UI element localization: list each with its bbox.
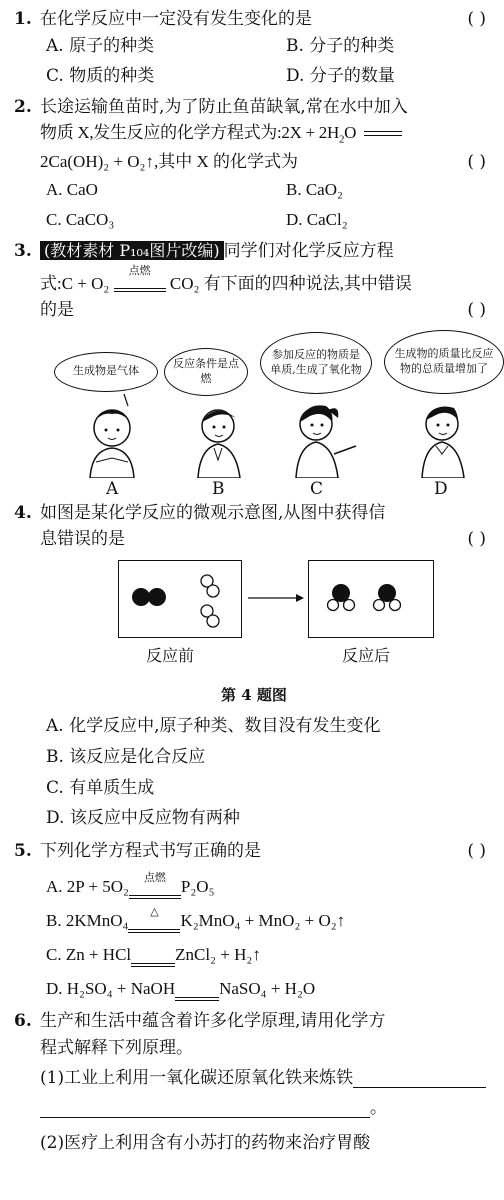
question-stem-line-3: 的是: [40, 300, 74, 321]
student-b-figure: [184, 396, 254, 478]
answer-paren[interactable]: ( ): [467, 300, 486, 321]
question-stem-line-2: 物质 X,发生反应的化学方程式为:2X + $2H_2O$: [40, 123, 357, 146]
question-2: [14, 94, 494, 235]
question-stem-line-2: 息错误的是: [40, 528, 125, 549]
question-1: [14, 6, 494, 92]
sub-question-1: (1)工业上利用一氧化碳还原氧化铁来炼铁: [40, 1067, 354, 1088]
student-illustration: [14, 328, 494, 499]
question-stem-line-1: 同学们对化学反应方程: [223, 241, 394, 262]
after-reaction-box: [308, 560, 434, 638]
answer-blank[interactable]: [353, 1065, 486, 1088]
answer-paren[interactable]: ( ): [467, 528, 486, 549]
option-b[interactable]: B: [212, 478, 225, 499]
reaction-condition-arrow: △: [128, 917, 180, 938]
question-number: 1.: [14, 9, 32, 29]
answer-paren[interactable]: ( ): [467, 9, 486, 29]
question-3: [14, 238, 494, 499]
option-b[interactable]: B. 该反应是化合反应: [46, 747, 206, 768]
speech-bubble-c: 参加反应的物质是单质,生成了氧化物: [260, 332, 372, 394]
option-b[interactable]: B. 2KMnO₄ △ K₂MnO₄ + MnO₂ + O₂↑: [46, 904, 494, 938]
option-d[interactable]: D: [434, 478, 448, 499]
question-number: 4.: [14, 502, 32, 523]
option-a[interactable]: A: [106, 478, 119, 499]
question-stem: 下列化学方程式书写正确的是: [40, 840, 261, 861]
option-b[interactable]: B. CaO₂: [286, 179, 343, 199]
option-a[interactable]: A. 2P + 5O₂ 点燃 P₂O₅: [46, 870, 494, 904]
option-d[interactable]: D. CaCl₂: [286, 209, 348, 229]
answer-blank[interactable]: [40, 1095, 370, 1118]
reaction-condition-arrow: 点燃: [129, 883, 181, 904]
question-6: [14, 1008, 494, 1156]
sentence-end: 。: [370, 1098, 387, 1119]
reaction-condition-arrow: 点燃: [114, 276, 166, 297]
option-a[interactable]: A. 原子的种类: [46, 36, 155, 57]
question-stem-line-1: 长途运输鱼苗时,为了防止鱼苗缺氧,常在水中加入: [40, 96, 408, 117]
student-c-figure: [276, 394, 360, 478]
question-number: 2.: [14, 96, 32, 117]
question-5: [14, 838, 494, 1006]
figure-caption: 第 4 题图: [221, 686, 287, 705]
after-reaction-label: 反应后: [342, 646, 391, 666]
question-4: [14, 500, 494, 834]
option-c[interactable]: C. 物质的种类: [46, 66, 155, 87]
option-c[interactable]: C. CaCO₃: [46, 209, 115, 229]
question-number: 6.: [14, 1011, 32, 1032]
speech-bubble-a: 生成物是气体: [54, 352, 158, 392]
equation-equals-sign: [131, 957, 175, 972]
question-stem: 在化学反应中一定没有发生变化的是: [40, 9, 312, 29]
question-stem-line-1: 生产和生活中蕴含着许多化学原理,请用化学方: [40, 1011, 386, 1032]
microscopic-diagram: [14, 556, 494, 682]
speech-bubble-b: 反应条件是点燃: [164, 348, 248, 396]
textbook-source-tag: (教材素材 P₁₀₄图片改编): [40, 241, 224, 260]
equation-equals-sign: [175, 991, 219, 1006]
sub-question-2: (2)医疗上利用含有小苏打的药物来治疗胃酸: [40, 1132, 371, 1153]
student-d-figure: [406, 394, 478, 478]
equation-equals-sign: [364, 131, 402, 136]
question-stem-line-2: 程式解释下列原理。: [40, 1037, 193, 1058]
before-reaction-box: [118, 560, 242, 638]
option-d[interactable]: D. 该反应中反应物有两种: [46, 808, 240, 829]
option-b[interactable]: B. 分子的种类: [286, 36, 395, 57]
speech-bubble-d: 生成物的质量比反应物的总质量增加了: [384, 330, 504, 394]
question-number: 5.: [14, 840, 32, 861]
option-d[interactable]: D. H₂SO₄ + NaOH NaSO₄ + H₂O: [46, 972, 494, 1006]
option-c[interactable]: C. Zn + HCl ZnCl₂ + H₂↑: [46, 938, 494, 972]
option-a[interactable]: A. 化学反应中,原子种类、数目没有发生变化: [46, 716, 381, 737]
option-c[interactable]: C: [310, 478, 324, 499]
student-a-figure: [72, 392, 152, 478]
question-stem-line-2: 式:C + O₂ 点燃 CO₂ 有下面的四种说法,其中错误: [40, 271, 412, 297]
option-c[interactable]: C. 有单质生成: [46, 777, 155, 798]
answer-paren[interactable]: ( ): [467, 151, 486, 172]
answer-paren[interactable]: ( ): [467, 840, 486, 861]
question-stem-line-1: 如图是某化学反应的微观示意图,从图中获得信: [40, 502, 386, 523]
before-reaction-label: 反应前: [146, 646, 195, 666]
question-stem-line-3: 2Ca(OH)₂ + O₂↑,其中 X 的化学式为: [40, 151, 299, 171]
question-number: 3.: [14, 241, 32, 262]
option-d[interactable]: D. 分子的数量: [286, 66, 395, 87]
option-a[interactable]: A. CaO: [46, 179, 98, 199]
reaction-arrow-icon: [246, 592, 306, 604]
